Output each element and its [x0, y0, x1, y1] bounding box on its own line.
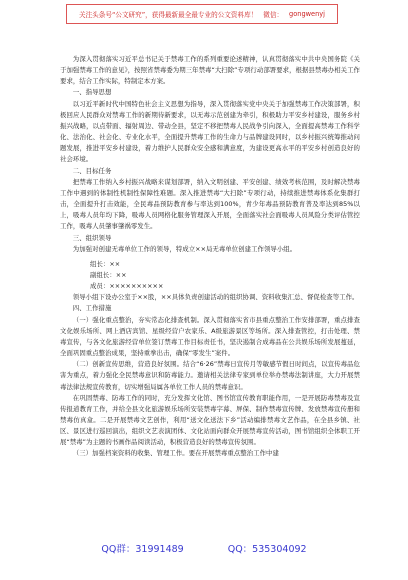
section-heading-goals: 二、目标任务: [72, 166, 112, 175]
members-line: 成员：××××××××××: [90, 282, 164, 291]
section-heading-guiding-ideology: 一、指导思想: [72, 88, 112, 97]
publicity-paragraph: 在巩固禁毒、防毒工作的同时，充分发挥文化馆、图书馆宣传教育职能作用，一是开展防毒禁毒及宣传报道教育工作，并给全县文化旅游娱乐场所安装禁毒字幕、屏保、制作禁毒宣传牌、发放禁毒宣传册和禁毒仿真盒。二是开展禁毒文艺创作，利用“送文化送法下乡”活动编排禁毒文艺作品，在全县乡镇、社区、景区进行巡回演出，组织文艺表演团体、文化站面向群众开展禁毒宣传活动，图书馆组织全体职工开展“禁毒”为主题的书画作品阅读活动，积极营造良好的禁毒宣传氛围。: [60, 393, 360, 447]
leader-line: 组长：××: [90, 259, 121, 268]
promo-banner: [66, 4, 338, 24]
section-heading-leadership: 三、组织领导: [72, 233, 112, 242]
banner-wechat-id: gongwenyj: [289, 10, 325, 18]
document-body: [60, 54, 360, 460]
guiding-ideology-paragraph: 以习近平新时代中国特色社会主义思想为指导，深入贯彻落实党中央关于加强禁毒工作决策部署，积极回应人民群众对禁毒工作的新期待新要求，以无毒示范创建为牵引，积极助力平安乡村建设，服务乡村振兴战略，以点带面、辐射周边、带动全县，坚定不移把禁毒人民战争引向深入，全面提高禁毒工作科学化、法治化、社会化、专业化水平，全面提升禁毒工作的生命力与品牌建设同时，以乡村振兴统筹推动问题发展，推进平安乡村建设，着力维护人民群众安全感和满意度，为建设更高水平的平安乡村创造良好的社会环境。: [60, 99, 360, 164]
section-heading-measures: 四、工作措施: [72, 304, 112, 313]
contact-footer: [0, 541, 408, 555]
qq-group-number: QQ群：31991489: [101, 544, 184, 555]
banner-wechat-label: 微信：: [263, 11, 284, 19]
leadership-paragraph: 为加强对创建无毒单位工作的领导，特成立××局无毒单位创建工作领导小组。: [72, 244, 297, 253]
measure-three-paragraph: （三）加强档案资料的收集、管理工作。要在开展禁毒重点整治工作中建: [72, 449, 279, 458]
goals-paragraph: 把禁毒工作纳入乡村振兴战略来谋划部署，纳入文明创建、平安创建、绩效考核范围，及时解决禁毒工作中遇到的体制性机制性保障性难题。深入推进禁毒“大扫除”专项行动，持续推进禁毒体系化集群打击，全面提升打击效能，全民毒品预防教育参与率达到100%，青少年毒品预防教育普及率达到85%以上，吸毒人员年均下降，吸毒人员网格化服务管理深入开展，全面落实社会面吸毒人员风险分类评估管控工作，吸毒人员肇事肇祸零发生。: [60, 177, 360, 231]
measure-one-paragraph: （一）强化重点整治，夯实常态化排查机制。深入贯彻落实省市县重点整治工作安排部署，重点排查文化娱乐场所、网上酒店宾馆、星级经营户农家乐、A级旅游景区等场所。深入排查管控，打击处理、禁毒宣传，与各文化旅游经营单位签订禁毒工作目标责任书，坚决遏制合成毒品在公共娱乐场所发展蔓延，全面巩固重点整治成果，坚持重拳出击，确保“零发生”案件。: [60, 315, 360, 358]
banner-text: 关注头条号“公文研究”，获得最新最全最专业的公文资料库！: [78, 11, 258, 19]
qq-number: QQ：535304092: [227, 544, 307, 555]
deputy-leader-line: 副组长：××: [90, 270, 127, 279]
intro-paragraph: 为深入贯彻落实习近平总书记关于禁毒工作的系列重要论述精神，认真贯彻落实中共中央国务院《关于加强禁毒工作的意见》，按照省禁毒委为期三年禁毒“大扫除”专项行动部署要求，根据县禁毒办相关工作要求，结合工作实际，特制定本方案。: [60, 55, 360, 86]
measure-two-paragraph: （二）创新宣传思维，营造良好氛围。结合“6·26”禁毒日宣传月等敏感节假日时间点，以宣传毒品危害为重点，着力强化全民禁毒意识和防毒能力。邀请相关法律专家到单位举办禁毒法制讲座，大力开展禁毒法律法规宣传教育，切实增强局属各单位工作人员的禁毒意识。: [60, 360, 360, 391]
office-paragraph: 领导小组下设办公室于××股，××具体负责创建活动的组织协调、资料收集汇总、督促检查等工作。: [72, 293, 359, 302]
